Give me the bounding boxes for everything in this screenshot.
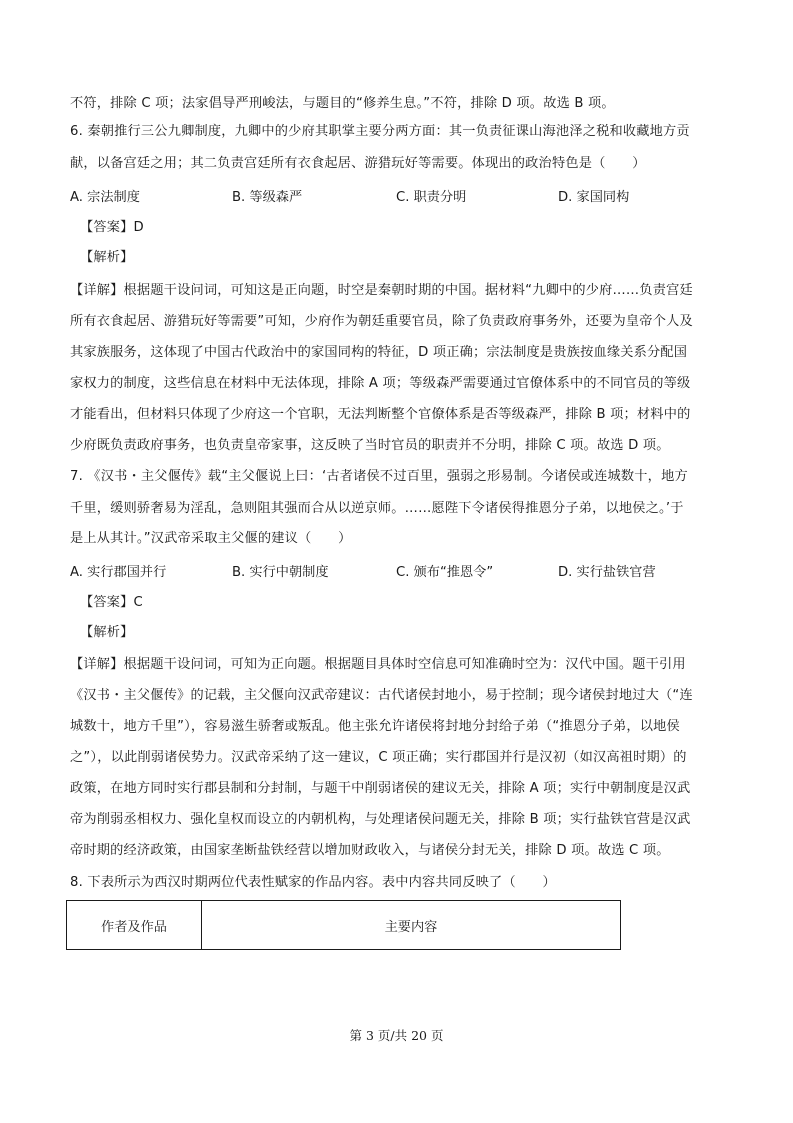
table-header-main-content: 主要内容 — [202, 901, 621, 950]
explanation-7: 帝为削弱丞相权力、强化皇权而设立的内朝机构，与处理诸侯问题无关，排除 B 项；实行盐铁官营是汉武 — [70, 812, 691, 827]
question-7-stem: 是上从其计。”汉武帝采取主父偃的建议（ ） — [70, 531, 352, 546]
option-7-c: C. 颁布“推恩令” — [396, 565, 494, 580]
explanation-6: 其家族服务，这体现了中国古代政治中的家国同构的特征，D 项正确；宗法制度是贵族按血缘关系分配国 — [70, 345, 688, 360]
option-7-b: B. 实行中朝制度 — [232, 565, 329, 580]
text-line: 不符，排除 C 项；法家倡导严刑峻法，与题目的“修养生息。”不符，排除 D 项。故选 B 项。 — [70, 96, 615, 111]
question-8-stem: 8. 下表所示为西汉时期两位代表性赋家的作品内容。表中内容共同反映了（ ） — [70, 875, 556, 890]
explanation-7: 帝时期的经济政策，由国家垄断盐铁经营以增加财政收入，与诸侯分封无关，排除 D 项。故选 C 项。 — [70, 843, 670, 858]
explanation-7: 《汉书・主父偃传》的记载，主父偃向汉武帝建议：古代诸侯封地小，易于控制；现今诸侯封地过大（“连 — [70, 688, 693, 703]
option-6-b: B. 等级森严 — [232, 190, 303, 205]
content-table — [66, 900, 621, 950]
explanation-7: 城数十，地方千里”），容易滋生骄奢或叛乱。他主张允许诸侯将封地分封给子弟（“推恩分子弟，以地侯 — [70, 719, 680, 734]
answer-6: 【答案】D — [80, 220, 144, 235]
explanation-7: 【详解】根据题干设问词，可知为正向题。根据题目具体时空信息可知准确时空为：汉代中国。题干引用 — [70, 657, 686, 672]
table-header-author-work: 作者及作品 — [67, 901, 202, 950]
explanation-7: 之”），以此削弱诸侯势力。汉武帝采纳了这一建议，C 项正确；实行郡国并行是汉初（如汉高祖时期）的 — [70, 750, 687, 765]
option-7-d: D. 实行盐铁官营 — [558, 565, 656, 580]
question-6-stem: 献，以备宫廷之用；其二负责宫廷所有衣食起居、游猎玩好等需要。体现出的政治特色是（ ） — [70, 156, 646, 171]
explanation-6: 少府既负责政府事务，也负责皇帝家事，这反映了当时官员的职责并不分明，排除 C 项。故选 D 项。 — [70, 438, 670, 453]
question-7-stem: 7. 《汉书・主父偃传》载“主父偃说上曰：‘古者诸侯不过百里，强弱之形易制。今诸侯或连城数十，地方 — [70, 469, 688, 484]
explanation-6: 所有衣食起居、游猎玩好等需要”可知，少府作为朝廷重要官员，除了负责政府事务外，还要为皇帝个人及 — [70, 314, 693, 329]
explanation-6: 家权力的制度，这些信息在材料中无法体现，排除 A 项；等级森严需要通过官僚体系中的不同官员的等级 — [70, 376, 691, 391]
explanation-6: 才能看出，但材料只体现了少府这一个官职，无法判断整个官僚体系是否等级森严，排除 B 项；材料中的 — [70, 407, 691, 422]
analysis-6-label: 【解析】 — [80, 250, 134, 265]
option-6-d: D. 家国同构 — [558, 190, 630, 205]
option-6-a: A. 宗法制度 — [70, 190, 140, 205]
explanation-7: 政策，在地方同时实行郡县制和分封制，与题干中削弱诸侯的建议无关，排除 A 项；实行中朝制度是汉武 — [70, 781, 691, 796]
table-header-row — [67, 901, 621, 950]
page-number-footer: 第 3 页/共 20 页 — [349, 1028, 444, 1043]
question-6-stem: 6. 秦朝推行三公九卿制度，九卿中的少府其职掌主要分两方面：其一负责征课山海池泽之税和收藏地方贡 — [70, 124, 690, 139]
question-7-stem: 千里，缓则骄奢易为淫乱，急则阻其强而合从以逆京师。……愿陛下令诸侯得推恩分子弟，以地侯之。’于 — [70, 501, 684, 516]
explanation-6: 【详解】根据题干设问词，可知这是正向题，时空是秦朝时期的中国。据材料“九卿中的少府……负责宫廷 — [70, 283, 693, 298]
analysis-7-label: 【解析】 — [80, 625, 134, 640]
answer-7: 【答案】C — [80, 595, 143, 610]
option-6-c: C. 职责分明 — [396, 190, 467, 205]
option-7-a: A. 实行郡国并行 — [70, 565, 167, 580]
